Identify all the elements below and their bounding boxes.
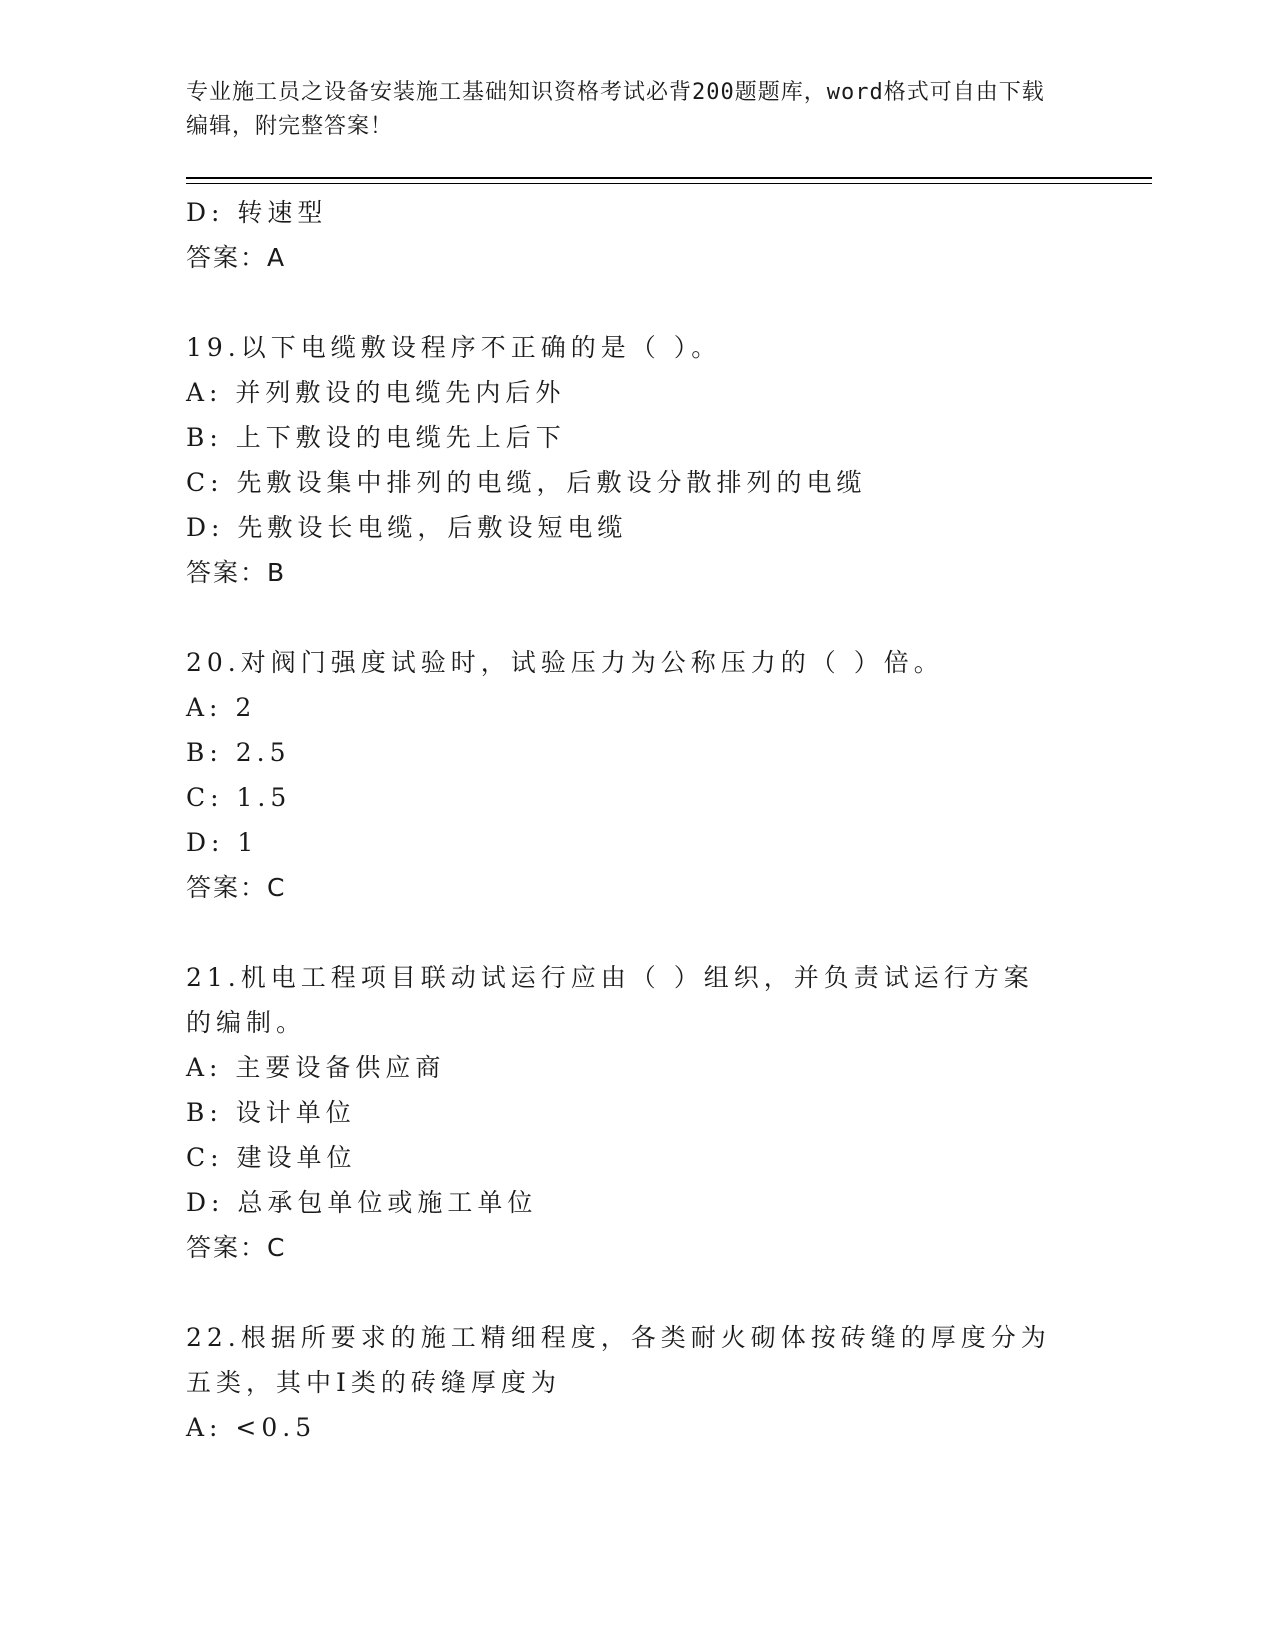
option-a: A: 2 bbox=[186, 693, 257, 722]
answer-line: 答案：C bbox=[186, 1233, 287, 1262]
question-text: 22.根据所要求的施工精细程度，各类耐火砌体按砖缝的厚度分为五类，其中Ⅰ类的砖缝厚度为 bbox=[186, 1323, 1051, 1397]
spacer bbox=[186, 1270, 1086, 1315]
option-d: D: 总承包单位或施工单位 bbox=[186, 1188, 538, 1217]
spacer bbox=[186, 595, 1086, 640]
header-divider-thin bbox=[186, 183, 1152, 184]
answer-line: 答案：C bbox=[186, 873, 287, 902]
option-c: C: 1.5 bbox=[186, 783, 292, 812]
answer-line: 答案：A bbox=[186, 243, 287, 272]
question-text: 19.以下电缆敷设程序不正确的是（ ）。 bbox=[186, 333, 722, 362]
question-text: 20.对阀门强度试验时，试验压力为公称压力的（ ）倍。 bbox=[186, 648, 944, 677]
option-d: D: 转速型 bbox=[186, 198, 328, 227]
option-a: A: <0.5 bbox=[186, 1413, 317, 1442]
question-text: 21.机电工程项目联动试运行应由（ ）组织，并负责试运行方案的编制。 bbox=[186, 963, 1034, 1037]
option-c: C: 先敷设集中排列的电缆，后敷设分散排列的电缆 bbox=[186, 468, 867, 497]
option-b: B: 设计单位 bbox=[186, 1098, 356, 1127]
option-a: A: 并列敷设的电缆先内后外 bbox=[186, 378, 566, 407]
question-20 bbox=[186, 640, 1086, 910]
page-header: 专业施工员之设备安装施工基础知识资格考试必背200题题库，word格式可自由下载编辑，附完整答案！ bbox=[186, 80, 1045, 139]
option-a: A: 主要设备供应商 bbox=[186, 1053, 446, 1082]
option-d: D: 先敷设长电缆，后敷设短电缆 bbox=[186, 513, 628, 542]
spacer bbox=[186, 910, 1086, 955]
question-22 bbox=[186, 1315, 1086, 1450]
question-list bbox=[186, 190, 1086, 1450]
option-c: C: 建设单位 bbox=[186, 1143, 357, 1172]
option-b: B: 2.5 bbox=[186, 738, 291, 767]
question-19 bbox=[186, 325, 1086, 595]
answer-line: 答案：B bbox=[186, 558, 287, 587]
option-b: B: 上下敷设的电缆先上后下 bbox=[186, 423, 566, 452]
spacer bbox=[186, 280, 1086, 325]
question-21 bbox=[186, 955, 1086, 1270]
header-divider-thick bbox=[186, 177, 1152, 179]
option-d: D: 1 bbox=[186, 828, 259, 857]
